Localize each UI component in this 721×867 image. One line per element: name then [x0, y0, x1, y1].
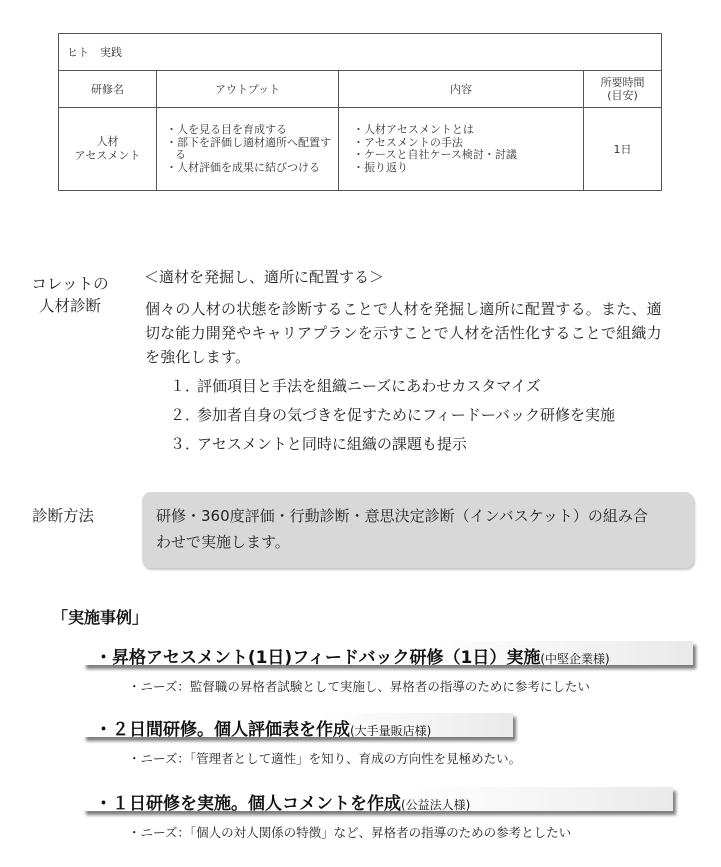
case-need-2: ・ニーズ：「管理者として適性」を知り、育成の方向性を見極めたい。 [128, 751, 522, 766]
diagnosis-point-3 [170, 434, 467, 454]
content-item: ・ ケースと自社ケース検討・討議 [353, 149, 583, 162]
point-text: 評価項目と手法を組織ニーズにあわせカスタマイズ [197, 377, 541, 395]
case-banner-3 [83, 787, 673, 814]
diagnosis-label-line2: 人材診断 [38, 297, 101, 315]
case-need-1: ・ニーズ：監督職の昇格者試験として実施し、昇格者の指導のために参考にしたい [128, 679, 590, 694]
case-title-1 [95, 643, 610, 668]
table-caption: ヒト 実践 [59, 34, 662, 71]
diagnosis-point-2 [170, 405, 615, 425]
point-number: ３． [170, 435, 201, 453]
method-text [142, 492, 694, 566]
paragraph-line3: を強化します。 [145, 348, 251, 366]
output-item: ・ 人材評価を成果に結びつける [166, 162, 338, 175]
case-banner-1 [83, 641, 693, 668]
method-text-line2: わせで実施します。 [156, 533, 290, 551]
case-need-3: ・ニーズ：「個人の対人関係の特徴」など、昇格者の指導のための参考としたい [128, 825, 572, 840]
paragraph-line2: 切な能力開発やキャリアプランを示すことで人材を活性化することで組織力 [145, 324, 662, 342]
case-title-text: ・１日研修を実施。個人コメントを作成 [95, 794, 401, 814]
case-title-3 [95, 789, 470, 814]
case-title-text: ・２日間研修。個人評価表を作成 [95, 720, 350, 740]
method-text-line1: 研修・360度評価・行動診断・意思決定診断（インバスケット）の組み合 [156, 507, 648, 525]
header-time-line2: (目安) [607, 89, 638, 102]
header-output: アウトプット [157, 71, 339, 108]
point-text: 参加者自身の気づきを促すためにフィードーバック研修を実施 [197, 406, 616, 424]
case-client: (公益法人様) [401, 798, 471, 812]
content-item: ・ アセスメントの手法 [353, 137, 583, 150]
diagnosis-label-line1: コレットの [31, 275, 109, 293]
paragraph-line1: 個々の人材の状態を診断することで人材を発掘し適所に配置する。また、適 [145, 300, 662, 318]
output-list [157, 124, 338, 174]
point-number: ２． [170, 406, 201, 424]
cell-time: 1日 [584, 108, 662, 191]
output-item: ・ 人を見る目を育成する [166, 124, 338, 137]
cases-title: 「実施事例」 [52, 608, 149, 627]
header-name: 研修名 [59, 71, 157, 108]
diagnosis-subtitle: ＜適材を発掘し、適所に配置する＞ [144, 268, 385, 286]
header-content: 内容 [339, 71, 584, 108]
training-table [58, 33, 662, 191]
diagnosis-paragraph [145, 297, 705, 369]
case-title-2 [95, 715, 431, 740]
output-item: ・ 部下を評価し適材適所へ配置する [166, 137, 338, 162]
point-text: アセスメントと同時に組織の課題も提示 [197, 435, 467, 453]
cell-training-name [59, 108, 157, 191]
content-item: ・ 振り返り [353, 162, 583, 175]
diagnosis-label [22, 273, 118, 317]
header-time-line1: 所要時間 [600, 76, 645, 89]
method-label: 診断方法 [32, 507, 95, 525]
header-time [584, 71, 662, 108]
training-name-line2: アセスメント [74, 149, 141, 162]
case-title-text: ・昇格アセスメント(1日)フィードバック研修（1日）実施 [95, 648, 541, 668]
case-client: (大手量販店様) [350, 724, 432, 738]
case-banner-2 [83, 713, 513, 740]
content-list [339, 124, 583, 174]
method-box [142, 492, 694, 568]
training-name-line1: 人材 [96, 135, 119, 148]
cell-output [157, 108, 339, 191]
table-row [59, 108, 662, 191]
case-client: (中堅企業様) [540, 652, 610, 666]
content-item: ・ 人材アセスメントとは [353, 124, 583, 137]
diagnosis-point-1 [170, 376, 541, 396]
cell-content [339, 108, 584, 191]
point-number: １． [170, 377, 201, 395]
